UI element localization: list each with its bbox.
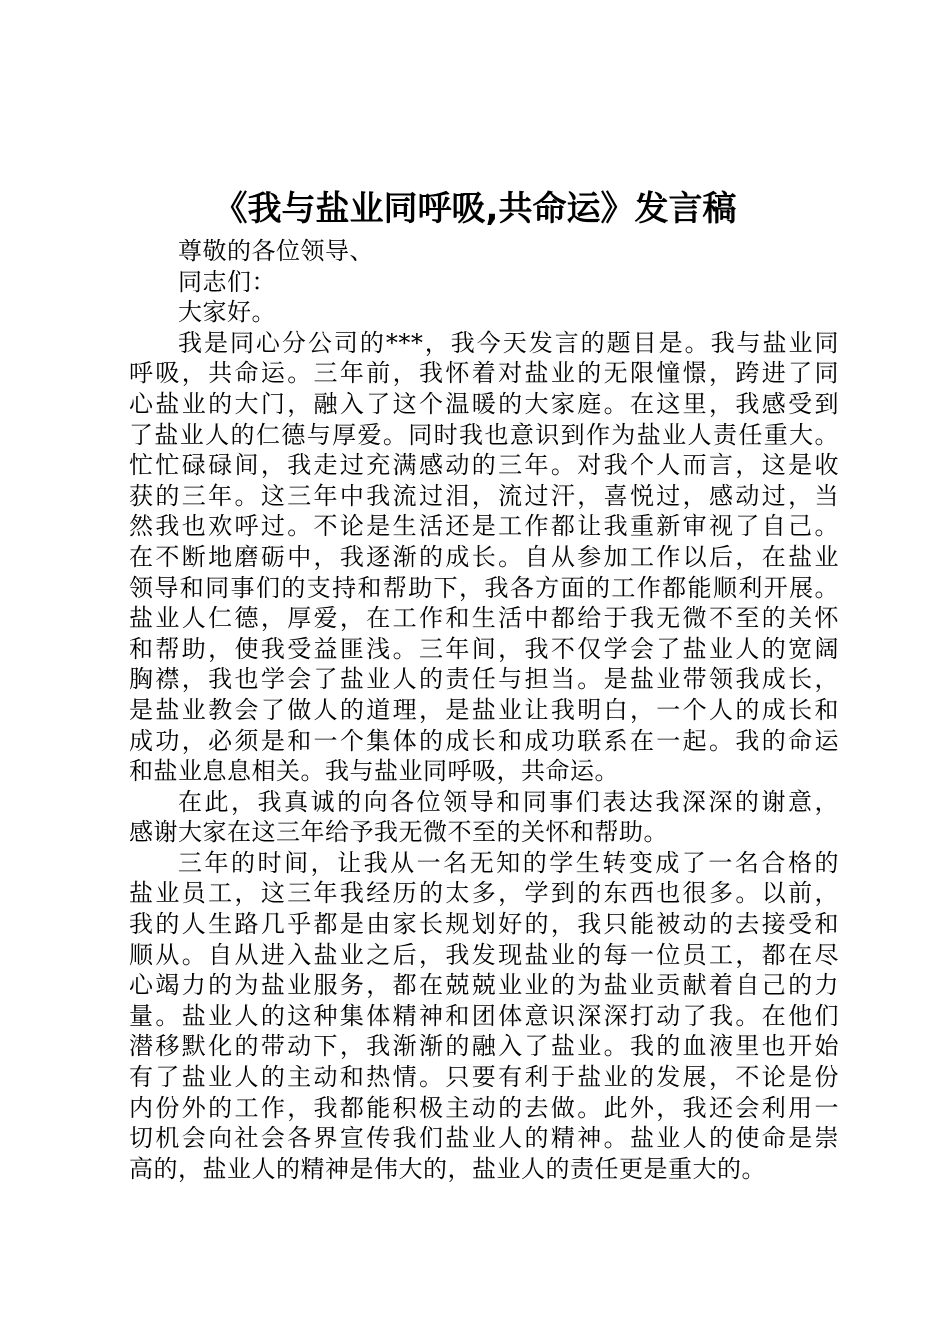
text-line: 高的，盐业人的精神是伟大的，盐业人的责任更是重大的。 <box>129 1154 766 1183</box>
text-line: 呼吸，共命运。三年前，我怀着对盐业的无限憧憬，跨进了同 <box>129 359 839 388</box>
text-line: 切机会向社会各界宣传我们盐业人的精神。盐业人的使命是崇 <box>129 1124 839 1153</box>
text-line: 盐业人仁德，厚爱，在工作和生活中都给于我无微不至的关怀 <box>129 604 839 633</box>
text-line: 和帮助，使我受益匪浅。三年间，我不仅学会了盐业人的宽阔 <box>129 634 839 663</box>
text-line: 在不断地磨砺中，我逐渐的成长。自从参加工作以后，在盐业 <box>129 542 839 571</box>
text-line: 然我也欢呼过。不论是生活还是工作都让我重新审视了自己。 <box>129 512 839 541</box>
text-line: 我是同心分公司的***，我今天发言的题目是。我与盐业同 <box>178 328 839 357</box>
text-line: 胸襟，我也学会了盐业人的责任与担当。是盐业带领我成长， <box>129 665 839 694</box>
text-line: 了盐业人的仁德与厚爱。同时我也意识到作为盐业人责任重大。 <box>129 420 839 449</box>
text-line: 感谢大家在这三年给予我无微不至的关怀和帮助。 <box>129 818 668 847</box>
text-line: 在此，我真诚的向各位领导和同事们表达我深深的谢意， <box>178 787 839 816</box>
document-title: 《我与盐业同呼吸,共命运》发言稿 <box>213 189 737 229</box>
text-line: 我的人生路几乎都是由家长规划好的，我只能被动的去接受和 <box>129 910 839 939</box>
text-line: 心盐业的大门，融入了这个温暖的大家庭。在这里，我感受到 <box>129 389 839 418</box>
text-line: 潜移默化的带动下，我渐渐的融入了盐业。我的血液里也开始 <box>129 1032 839 1061</box>
text-line: 和盐业息息相关。我与盐业同呼吸，共命运。 <box>129 757 619 786</box>
text-line: 同志们： <box>178 267 276 296</box>
text-line: 量。盐业人的这种集体精神和团体意识深深打动了我。在他们 <box>129 1001 839 1030</box>
text-line: 盐业员工，这三年我经历的太多，学到的东西也很多。以前， <box>129 879 839 908</box>
text-line: 是盐业教会了做人的道理，是盐业让我明白，一个人的成长和 <box>129 695 839 724</box>
text-line: 获的三年。这三年中我流过泪，流过汗，喜悦过，感动过，当 <box>129 481 839 510</box>
text-line: 顺从。自从进入盐业之后，我发现盐业的每一位员工，都在尽 <box>129 940 839 969</box>
text-line: 心竭力的为盐业服务，都在兢兢业业的为盐业贡献着自己的力 <box>129 971 839 1000</box>
text-line: 忙忙碌碌间，我走过充满感动的三年。对我个人而言，这是收 <box>129 451 839 480</box>
text-line: 三年的时间，让我从一名无知的学生转变成了一名合格的 <box>178 848 839 877</box>
text-line: 有了盐业人的主动和热情。只要有利于盐业的发展，不论是份 <box>129 1063 839 1092</box>
text-line: 领导和同事们的支持和帮助下，我各方面的工作都能顺利开展。 <box>129 573 839 602</box>
document-body <box>129 236 839 1184</box>
text-line: 成功，必须是和一个集体的成长和成功联系在一起。我的命运 <box>129 726 839 755</box>
text-line: 尊敬的各位领导、 <box>178 237 374 265</box>
text-line: 内份外的工作，我都能积极主动的去做。此外，我还会利用一 <box>129 1093 839 1122</box>
text-line: 大家好。 <box>178 298 276 327</box>
